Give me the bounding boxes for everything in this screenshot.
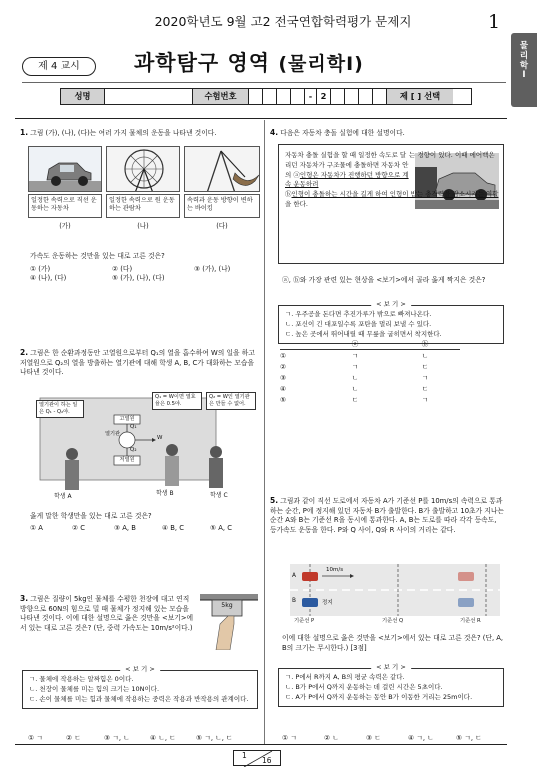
- q1-label-b: (나): [137, 222, 149, 230]
- q5-road-drawing: [290, 564, 500, 626]
- name-field[interactable]: [105, 89, 193, 104]
- table-row[interactable]: [280, 352, 460, 363]
- q5-figure: [290, 564, 500, 626]
- line-p-label: 기준선 P: [294, 618, 315, 624]
- q3-bogi-item: ㄴ. 천장이 물체를 미는 힘의 크기는 10N이다.: [29, 684, 160, 693]
- q1-caption-a: 일정한 속력으로 직선 운동하는 자동차: [28, 194, 102, 218]
- row-a: ㄱ: [351, 363, 359, 371]
- exam-header-title: 2020학년도 9월 고2 전국연합학력평가 문제지: [154, 14, 412, 29]
- q1-ferris-image: [106, 146, 180, 192]
- area-title: 과학탐구 영역: [134, 51, 271, 75]
- table-row[interactable]: [280, 396, 460, 407]
- q3-number: 3.: [20, 594, 29, 603]
- col-head-a: ⓐ: [351, 340, 359, 348]
- choice-2[interactable]: ② C: [72, 524, 85, 532]
- choice-5[interactable]: ⑤ ㄱ, ㄷ: [456, 734, 482, 742]
- line-r-label: 기준선 R: [460, 618, 481, 624]
- q4-stem: [270, 128, 504, 139]
- car-a-label: A: [292, 573, 296, 579]
- q5-stem-text: 그림과 같이 직선 도로에서 자동차 A가 기준선 P를 10m/s의 속력으로 통과하는 순간, P에 정지해 있던 자동차 B가 출발한다. B가 출발하고 10초가 지나는 순간 A와 B는 기준선 R을 동시에 통과한다. A, B는 도로를 따라 각각 등속도, 등가속도 운동을 한다. P와 Q 사이, Q와 R 사이의 거리는 같다.: [270, 497, 505, 534]
- student-c-bubble: Q₂ = W인 열기관은 만들 수 없어.: [206, 392, 256, 410]
- subject-side-tab: [511, 33, 537, 107]
- q4-text-part: 자동차 충돌 실험을 할 때 일정한 속도로 달리던 자동차가 구조물에 충돌하면 자동차 안의 ⓐ: [285, 151, 409, 179]
- exam-number-box[interactable]: [291, 89, 305, 104]
- row-choice: ②: [280, 363, 287, 371]
- q1-figure: [28, 146, 260, 246]
- table-row[interactable]: [280, 363, 460, 374]
- q3-choices: [28, 734, 260, 743]
- car-b-label: B: [292, 598, 296, 604]
- choice-3[interactable]: ③ ㄷ: [366, 734, 381, 742]
- row-b: ㄷ: [421, 363, 429, 371]
- q5-bogi-box: [278, 663, 504, 707]
- row-b: ㄷ: [421, 385, 429, 393]
- exam-number-fixed: 2: [317, 89, 331, 104]
- side-tab-char: Ⅰ: [522, 70, 526, 81]
- q3-bogi-item: ㄱ. 물체에 작용하는 알짜힘은 0이다.: [29, 675, 134, 683]
- low-reservoir-label: 저열원: [119, 457, 135, 463]
- q1-car-image: [28, 146, 102, 192]
- q1-choices: [30, 265, 260, 283]
- choice-5[interactable]: ⑤ A, C: [210, 524, 232, 532]
- q4-text-part: 을 한다.: [285, 199, 308, 208]
- row-choice: ⑤: [280, 396, 287, 404]
- q4-bogi-item: ㄱ. 우주공을 돈다면 추진가루가 밖으로 빠져나온다.: [285, 310, 432, 318]
- q2-question: 옳게 말한 학생만을 있는 대로 고른 것은?: [30, 512, 152, 520]
- choice-5[interactable]: ⑤ ㄱ, ㄴ, ㄷ: [196, 734, 233, 742]
- content-bottom-rule: [15, 744, 507, 745]
- q4-underline-b: 인형이 충돌하는 시간을 길게 하여 인형이 받는 충격력을 감소시키는 역할: [291, 190, 499, 198]
- exam-number-box[interactable]: [277, 89, 291, 104]
- current-page: 1: [242, 751, 247, 760]
- q2-heat-label: Q₂: [130, 447, 137, 453]
- choice-3[interactable]: ③ (가), (나): [194, 265, 231, 273]
- q4-bogi-item: ㄴ. 포신이 긴 대포일수록 포탄을 멀리 보낼 수 있다.: [285, 319, 432, 328]
- q5-bogi-item: ㄴ. B가 P에서 Q까지 운동하는 데 걸린 시간은 5초이다.: [285, 682, 443, 691]
- q1-stem-text: 그림 (가), (나), (다)는 여러 가지 물체의 운동을 나타낸 것이다.: [30, 129, 217, 137]
- q4-table-head: [280, 340, 460, 350]
- exam-number-box[interactable]: [359, 89, 373, 104]
- choice-3[interactable]: ③ ㄱ, ㄴ: [104, 734, 130, 742]
- choice-4[interactable]: ④ (나), (다): [30, 274, 67, 283]
- row-b: ㄱ: [421, 396, 429, 404]
- q2-figure: [32, 390, 258, 504]
- row-choice: ④: [280, 385, 287, 393]
- q4-description-box: [278, 144, 504, 264]
- side-tab-char: 학: [519, 60, 529, 71]
- q4-bogi-box: [278, 300, 504, 344]
- subject-title: (물리학Ⅰ): [278, 53, 364, 75]
- ferris-wheel-icon: [107, 147, 180, 192]
- row-choice: ①: [280, 352, 287, 360]
- choice-4[interactable]: ④ B, C: [162, 524, 184, 532]
- main-title: [134, 49, 364, 78]
- q1-number: 1.: [20, 128, 29, 137]
- student-b-bubble: Q₁ = W이면 열효율은 0.5야.: [152, 392, 202, 410]
- q2-stem: [20, 348, 260, 378]
- q3-bogi-title: < 보 기 >: [120, 665, 160, 675]
- q4-answer-table: [280, 340, 460, 407]
- total-pages: 16: [262, 756, 272, 765]
- student-c-label: 학생 C: [210, 492, 228, 499]
- q1-heat-label: Q₁: [130, 424, 137, 430]
- high-reservoir-label: 고열원: [119, 416, 135, 422]
- q3-bogi-item: ㄷ. 손이 물체를 미는 힘과 물체에 작용하는 중력은 작용과 반작용의 관계이다.: [29, 694, 249, 703]
- page-number: 1: [488, 11, 501, 33]
- q4-stem-text: 다음은 자동차 충돌 실험에 대한 설명이다.: [280, 129, 405, 137]
- exam-number-box[interactable]: [263, 89, 277, 104]
- choice-4[interactable]: ④ ㄴ, ㄷ: [150, 734, 176, 742]
- choice-1[interactable]: ① (가): [30, 265, 51, 273]
- choice-label: 제 [ ] 선택: [387, 89, 453, 104]
- exam-number-box[interactable]: [345, 89, 359, 104]
- choice-1[interactable]: ① A: [30, 524, 43, 532]
- line-q-label: 기준선 Q: [382, 618, 404, 624]
- q4-bogi-item: ㄷ. 높은 곳에서 뛰어내릴 때 무릎을 굽히면서 착지한다.: [285, 329, 442, 338]
- table-row[interactable]: [280, 374, 460, 385]
- q4-box-text: [285, 151, 499, 210]
- row-a: ㄴ: [351, 374, 359, 382]
- q2-stem-text: 그림은 한 순환과정동안 고열원으로부터 Q₁의 열을 흡수하여 W의 일을 하고 저열원으로 Q₂의 열을 방출하는 열기관에 대해 학생 A, B, C가 대화하는 모습을 나타낸 것이다.: [20, 349, 255, 377]
- choice-2[interactable]: ② ㄴ: [324, 734, 339, 742]
- q3-stem-text: 그림은 질량이 5kg인 물체를 수평한 천장에 대고 연직 방향으로 60N의 힘으로 밀 때 물체가 정지해 있는 모습을 나타낸 것이다. 이에 대한 설명으로 옳은 것만을 <보기>에서 있는 대로 고른 것은? (단, 중력 가속도는 10m/s²이다.): [20, 595, 194, 632]
- q3-stem: [20, 594, 196, 634]
- row-a: ㄱ: [351, 352, 359, 360]
- viking-ride-icon: [185, 147, 260, 192]
- row-choice: ③: [280, 374, 287, 382]
- q4-text-part: 는 경향이 있다. 이때 에어백은 ⓑ: [285, 151, 495, 198]
- q1-question: 가속도 운동하는 것만을 있는 대로 고른 것은?: [30, 252, 165, 260]
- exam-number-box[interactable]: [331, 89, 345, 104]
- q4-number: 4.: [270, 128, 279, 137]
- mass-label: 5kg: [221, 602, 233, 609]
- col-head-b: ⓑ: [421, 340, 429, 348]
- student-b-label: 학생 B: [156, 490, 174, 497]
- choice-3[interactable]: ③ A, B: [114, 524, 136, 532]
- exam-number-box[interactable]: [249, 89, 263, 104]
- choice-2[interactable]: ② (다): [112, 265, 133, 273]
- engine-label: 열기관: [104, 431, 120, 437]
- q1-label-a: (가): [59, 222, 71, 230]
- q1-label-c: (다): [216, 222, 228, 230]
- choice-4[interactable]: ④ ㄱ, ㄴ: [408, 734, 434, 742]
- student-a-label: 학생 A: [54, 493, 72, 500]
- side-tab-char: 리: [519, 50, 529, 61]
- q4-question: ⓐ, ⓑ와 가장 관련 있는 현상을 <보기>에서 골라 옳게 짝지은 것은?: [282, 276, 486, 284]
- name-label: 성명: [61, 89, 105, 104]
- student-info-row: [60, 88, 472, 105]
- q5-bogi-item: ㄷ. A가 P에서 Q까지 운동하는 동안 B가 이동한 거리는 25m이다.: [285, 692, 473, 701]
- column-divider: [264, 120, 265, 744]
- q3-figure: [200, 594, 258, 650]
- choice-2[interactable]: ② ㄷ: [66, 734, 81, 742]
- page-counter: [233, 750, 281, 766]
- stop-label: 정지: [322, 600, 333, 606]
- side-tab-char: 물: [519, 41, 529, 51]
- work-label: W: [157, 435, 163, 441]
- q1-caption-c: 속력과 운동 방향이 변하는 바이킹: [184, 194, 260, 218]
- q5-choices: [282, 734, 504, 743]
- q1-stem: [20, 128, 260, 139]
- row-b: ㄱ: [421, 374, 429, 382]
- exam-number-box[interactable]: [373, 89, 387, 104]
- q5-number: 5.: [270, 496, 279, 505]
- period-badge: 제 4 교시: [22, 57, 96, 76]
- choice-1[interactable]: ① ㄱ: [28, 734, 43, 742]
- q1-viking-image: [184, 146, 260, 192]
- q2-choices: [30, 524, 260, 533]
- student-a-bubble: 열기관이 하는 일은 Q₁ - Q₂야.: [36, 400, 84, 418]
- q3-bogi-box: [22, 665, 258, 709]
- q1-caption-b: 일정한 속력으로 원 운동하는 관람차: [106, 194, 180, 218]
- q5-stem: [270, 496, 504, 536]
- row-a: ㄴ: [351, 385, 359, 393]
- q5-question: 이에 대한 설명으로 옳은 것만을 <보기>에서 있는 대로 고른 것은? (단, A, B의 크기는 무시한다.) [3점]: [282, 634, 504, 652]
- speed-label: 10m/s: [326, 567, 344, 573]
- exam-number-label: 수험번호: [193, 89, 249, 104]
- q5-bogi-item: ㄱ. P에서 R까지 A, B의 평균 속력은 같다.: [285, 673, 405, 681]
- exam-number-dash: -: [305, 89, 317, 104]
- q2-number: 2.: [20, 348, 29, 357]
- choice-1[interactable]: ① ㄱ: [282, 734, 297, 742]
- table-row[interactable]: [280, 385, 460, 396]
- q4-underline-a: 인형은 자동차가 진행하던 방향으로 계속 운동하려: [285, 170, 409, 189]
- q5-bogi-title: < 보 기 >: [371, 663, 411, 673]
- q4-bogi-title: < 보 기 >: [371, 300, 411, 310]
- row-b: ㄴ: [421, 352, 429, 360]
- choice-5[interactable]: ⑤ (가), (나), (다): [112, 274, 165, 283]
- car-icon: [29, 147, 102, 192]
- header-rule: [22, 82, 506, 83]
- content-top-rule: [15, 118, 507, 119]
- row-a: ㄷ: [351, 396, 359, 404]
